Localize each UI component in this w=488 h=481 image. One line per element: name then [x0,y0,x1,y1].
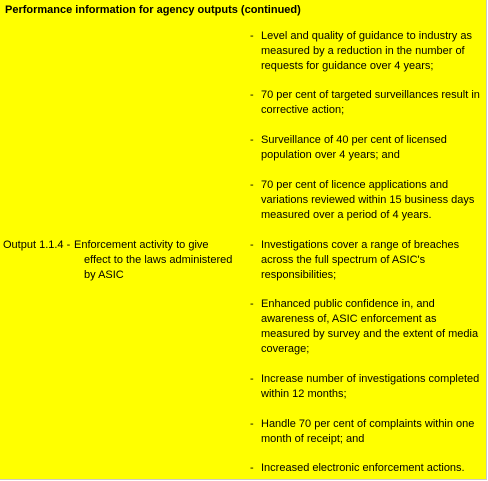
output-label: Output 1.1.4 - [3,239,71,251]
bullet-item [250,417,482,447]
bullet-dash: - [250,179,254,191]
output-description-first-line: Enforcement activity to give [74,239,209,251]
bullet-item [250,297,482,357]
bullet-text: Level and quality of guidance to industry as measured by a reduction in the number of requests for guidance over 4 years; [261,30,472,72]
bullet-item [250,29,482,74]
bullet-item [250,178,482,223]
bullet-text: Increased electronic enforcement actions. [261,462,465,474]
bullet-dash: - [250,462,254,474]
bullet-item [250,133,482,163]
bullet-text: 70 per cent of targeted surveillances result in corrective action; [261,89,480,116]
bullet-text: 70 per cent of licence applications and variations reviewed within 15 business days measured over a period of 4 years. [261,179,475,221]
bullet-item [250,238,482,283]
bullet-dash: - [250,239,254,251]
bullet-item [250,88,482,118]
output-description [74,238,244,283]
output-description-rest: effect to the laws administered by ASIC [84,254,233,281]
bullet-dash: - [250,373,254,385]
bullet-dash: - [250,30,254,42]
section-title: Performance information for agency outputs (continued) [5,4,301,16]
bullet-item [250,372,482,402]
bullet-dash: - [250,418,254,430]
bullet-dash: - [250,89,254,101]
bullet-text: Handle 70 per cent of complaints within one month of receipt; and [261,418,475,445]
bullet-item [250,461,482,476]
bullet-dash: - [250,298,254,310]
bullet-text: Surveillance of 40 per cent of licensed population over 4 years; and [261,134,447,161]
bullet-dash: - [250,134,254,146]
bullet-text: Enhanced public confidence in, and awareness of, ASIC enforcement as measured by survey and the extent of media coverage; [261,298,479,355]
bullet-text: Investigations cover a range of breaches across the full spectrum of ASIC's responsibilities; [261,239,460,281]
bullet-text: Increase number of investigations completed within 12 months; [261,373,480,400]
